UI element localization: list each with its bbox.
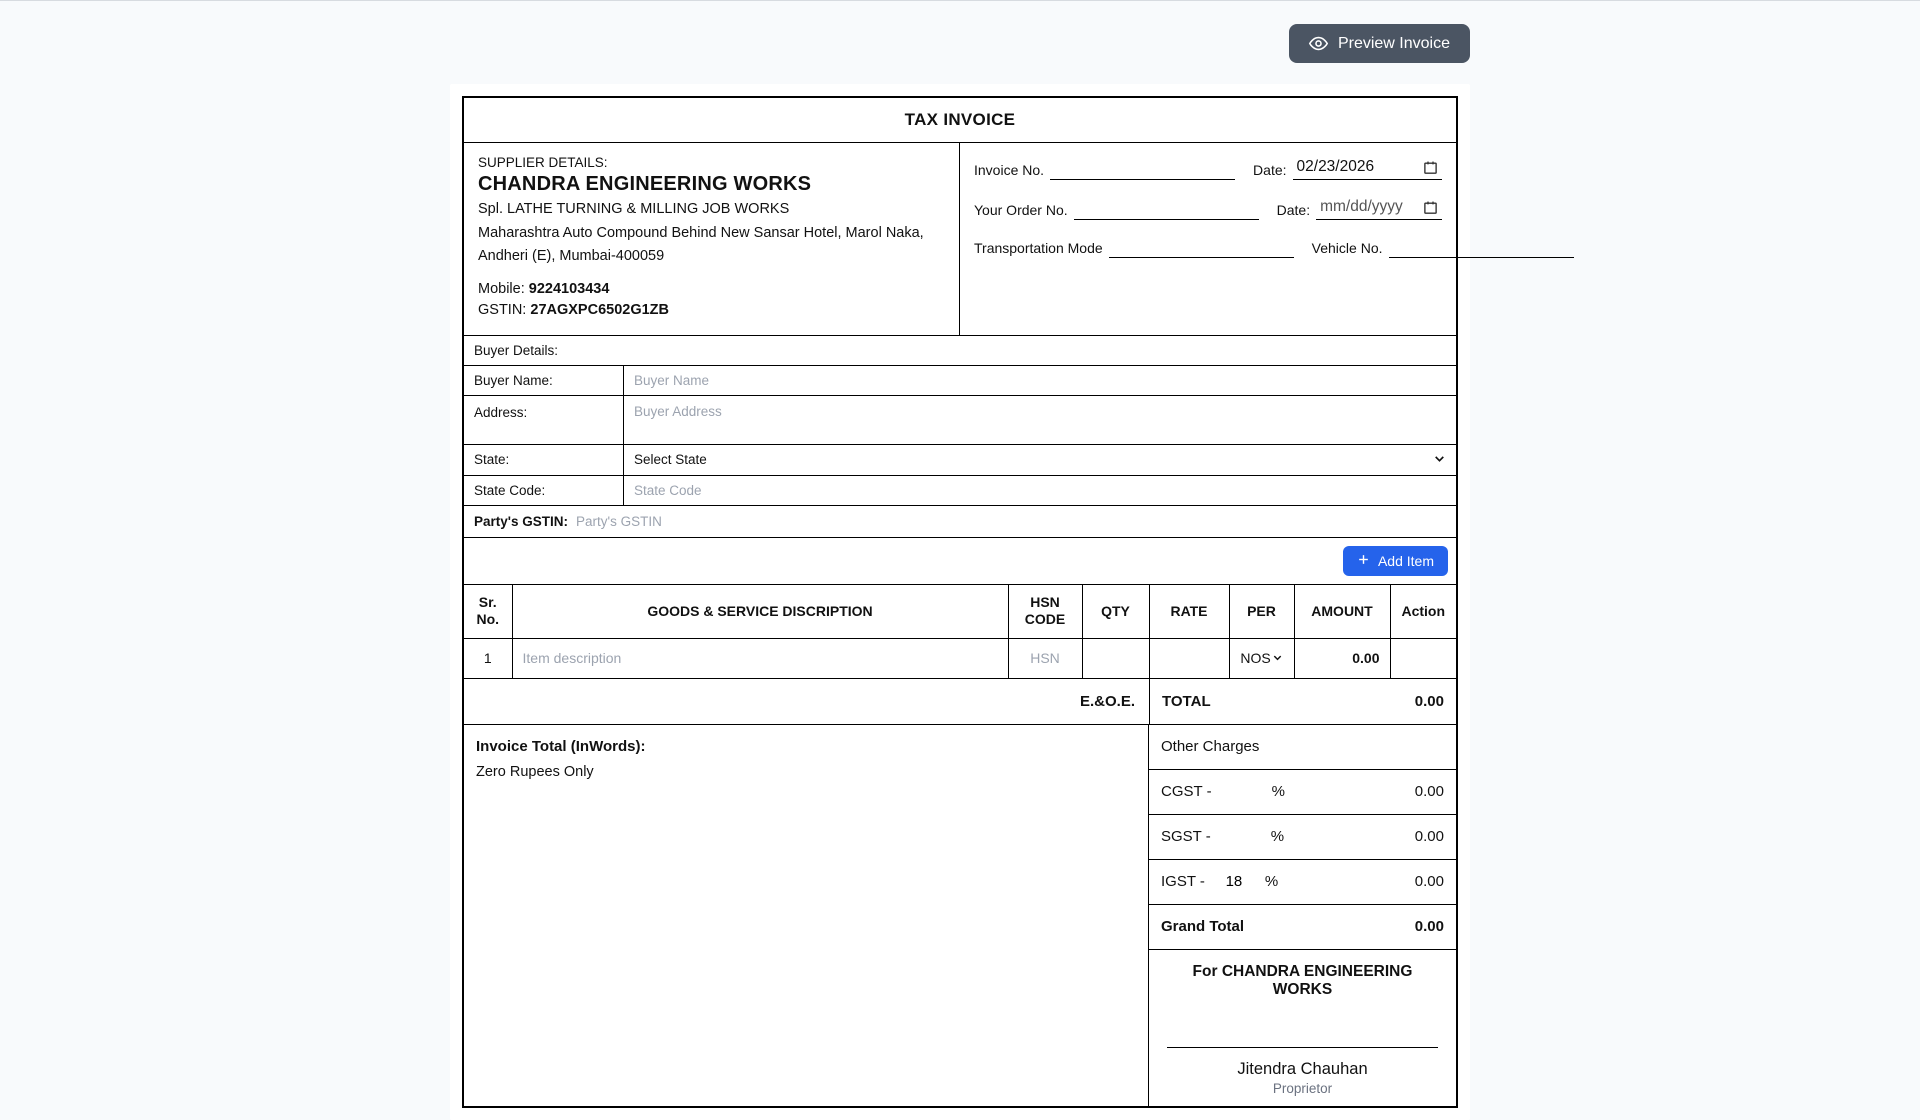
item-rate-cell	[1149, 638, 1229, 678]
cgst-amount: 0.00	[1414, 783, 1444, 801]
buyer-details-header: Buyer Details:	[464, 336, 1456, 366]
sgst-label: SGST -	[1161, 828, 1211, 846]
invoice-meta	[960, 143, 1456, 335]
sgst-row	[1149, 815, 1456, 860]
plus-icon	[1357, 553, 1370, 569]
col-header-hsn-code: HSN CODE	[1008, 584, 1082, 638]
invoice-head-section	[464, 143, 1456, 336]
items-table	[464, 584, 1456, 679]
vehicle-no-label: Vehicle No.	[1311, 240, 1383, 256]
eoe-total-row	[464, 679, 1456, 725]
signature-block	[1149, 950, 1456, 1106]
invoice-form	[462, 96, 1458, 1108]
other-charges-row	[1149, 725, 1456, 770]
item-description-cell	[512, 638, 1008, 678]
supplier-subtitle: Spl. LATHE TURNING & MILLING JOB WORKS	[478, 201, 790, 217]
item-qty-input[interactable]	[1083, 642, 1149, 674]
sgst-amount: 0.00	[1414, 828, 1444, 846]
order-no-field	[974, 197, 1259, 220]
item-description-input[interactable]	[513, 642, 1008, 674]
supplier-section-label: SUPPLIER DETAILS:	[478, 155, 608, 170]
igst-row	[1149, 860, 1456, 905]
invoice-no-input[interactable]	[1050, 159, 1235, 180]
eye-icon	[1309, 34, 1328, 53]
grand-total-row	[1149, 905, 1456, 950]
order-date-placeholder: mm/dd/yyyy	[1320, 198, 1403, 215]
transport-mode-label: Transportation Mode	[974, 240, 1103, 256]
total-label: TOTAL	[1162, 692, 1211, 710]
order-date-field	[1277, 197, 1442, 220]
page-container	[450, 1, 1470, 1120]
buyer-name-cell	[624, 366, 1456, 395]
invoice-title: TAX INVOICE	[464, 98, 1456, 143]
supplier-name: CHANDRA ENGINEERING WORKS	[478, 173, 812, 195]
order-no-input[interactable]	[1074, 199, 1259, 220]
item-qty-cell	[1082, 638, 1149, 678]
invoice-no-label: Invoice No.	[974, 162, 1045, 178]
grand-total-label: Grand Total	[1161, 918, 1245, 936]
col-header-per: PER	[1229, 584, 1294, 638]
igst-label: IGST -	[1161, 873, 1205, 891]
add-item-label: Add Item	[1377, 552, 1434, 569]
cgst-percent-sign: %	[1271, 783, 1285, 801]
invoice-date-label: Date:	[1253, 162, 1287, 178]
buyer-state-code-cell	[624, 476, 1456, 505]
preview-invoice-button[interactable]	[1289, 24, 1470, 63]
col-header-rate: RATE	[1149, 584, 1229, 638]
supplier-contact	[478, 279, 945, 321]
item-per-select[interactable]	[1230, 650, 1294, 666]
state-select[interactable]	[624, 445, 1456, 475]
buyer-state-cell	[624, 445, 1456, 475]
item-per-cell	[1229, 638, 1294, 678]
party-gstin-label: Party's GSTIN:	[474, 513, 568, 529]
charges-panel	[1149, 725, 1456, 1106]
cgst-row	[1149, 770, 1456, 815]
supplier-address-line2: Andheri (E), Mumbai-400059	[478, 248, 665, 265]
igst-amount: 0.00	[1414, 873, 1444, 891]
igst-percent-sign: %	[1264, 873, 1279, 891]
eoe-label: E.&O.E.	[1079, 692, 1135, 710]
supplier-details	[464, 143, 960, 335]
supplier-gstin	[478, 300, 945, 321]
buyer-address-label: Address:	[464, 396, 624, 444]
invoice-date-field	[1253, 157, 1442, 180]
supplier-mobile-label: Mobile:	[478, 280, 525, 297]
col-header-qty: QTY	[1082, 584, 1149, 638]
buyer-address-input[interactable]	[624, 396, 1456, 444]
item-sr-no: 1	[464, 638, 512, 678]
order-no-label: Your Order No.	[974, 202, 1068, 218]
invoice-total-inwords	[464, 725, 1149, 1106]
party-gstin-row	[464, 506, 1456, 538]
item-rate-input[interactable]	[1150, 642, 1229, 674]
supplier-address-line1: Maharashtra Auto Compound Behind New Sansar Hotel, Marol Naka,	[478, 224, 924, 241]
item-hsn-input[interactable]	[1009, 642, 1082, 674]
buyer-state-row	[464, 445, 1456, 476]
item-row	[464, 638, 1456, 678]
calendar-icon[interactable]	[1423, 160, 1438, 175]
top-toolbar	[450, 1, 1470, 63]
order-date-input[interactable]	[1316, 197, 1442, 220]
signature-for-line: For CHANDRA ENGINEERING WORKS	[1192, 962, 1413, 998]
supplier-mobile	[478, 279, 945, 300]
state-select-value: Select State	[634, 452, 707, 468]
total-box	[1149, 679, 1456, 724]
party-gstin-input[interactable]	[574, 514, 1446, 529]
igst-percent-input[interactable]	[1205, 873, 1263, 890]
state-code-input[interactable]	[624, 476, 1456, 505]
buyer-address-row	[464, 396, 1456, 445]
item-per-value: NOS	[1240, 650, 1271, 667]
total-value: 0.00	[1414, 692, 1444, 710]
buyer-name-input[interactable]	[624, 366, 1456, 395]
items-header-row	[464, 584, 1456, 638]
col-header-action: Action	[1390, 584, 1456, 638]
col-header-description: GOODS & SERVICE DISCRIPTION	[512, 584, 1008, 638]
sgst-percent-sign: %	[1270, 828, 1285, 846]
buyer-state-code-row	[464, 476, 1456, 506]
buyer-address-cell	[624, 396, 1456, 444]
chevron-down-icon	[1272, 650, 1283, 666]
supplier-mobile-value: 9224103434	[528, 280, 610, 297]
invoice-no-field	[974, 157, 1235, 180]
item-action-cell	[1390, 638, 1456, 678]
add-item-button[interactable]	[1343, 546, 1448, 576]
transport-mode-field	[974, 237, 1294, 258]
item-amount: 0.00	[1294, 638, 1390, 678]
chevron-down-icon	[1433, 452, 1446, 468]
cgst-label: CGST -	[1161, 783, 1212, 801]
signatory-role: Proprietor	[1272, 1080, 1333, 1096]
sgst-percent-input[interactable]	[1211, 828, 1269, 845]
signature-line	[1167, 1047, 1438, 1048]
other-charges-label: Other Charges	[1161, 738, 1260, 756]
cgst-percent-input[interactable]	[1212, 783, 1270, 800]
inwords-value: Zero Rupees Only	[476, 763, 594, 780]
grand-total-value: 0.00	[1414, 918, 1444, 936]
col-header-sr-no: Sr. No.	[464, 584, 512, 638]
vehicle-no-input[interactable]	[1389, 237, 1574, 258]
invoice-bottom-section	[464, 725, 1456, 1106]
calendar-icon[interactable]	[1423, 200, 1438, 215]
buyer-name-row	[464, 366, 1456, 396]
invoice-date-value: 02/23/2026	[1296, 158, 1375, 175]
preview-invoice-label: Preview Invoice	[1337, 34, 1450, 52]
add-item-toolbar	[464, 538, 1456, 584]
meta-row-order	[974, 197, 1442, 220]
inwords-label: Invoice Total (InWords):	[476, 737, 646, 755]
transport-mode-input[interactable]	[1109, 237, 1294, 258]
buyer-state-label: State:	[464, 445, 624, 475]
vehicle-no-field	[1312, 237, 1574, 258]
invoice-card	[450, 84, 1470, 1120]
meta-row-transport	[974, 237, 1442, 258]
invoice-date-input[interactable]	[1293, 157, 1442, 180]
col-header-amount: AMOUNT	[1294, 584, 1390, 638]
supplier-gstin-value: 27AGXPC6502G1ZB	[530, 301, 669, 318]
item-hsn-cell	[1008, 638, 1082, 678]
meta-row-invoice	[974, 157, 1442, 180]
buyer-state-code-label: State Code:	[464, 476, 624, 505]
supplier-gstin-label: GSTIN:	[478, 301, 527, 318]
buyer-name-label: Buyer Name:	[464, 366, 624, 395]
order-date-label: Date:	[1276, 202, 1311, 218]
signatory-name: Jitendra Chauhan	[1237, 1059, 1368, 1078]
